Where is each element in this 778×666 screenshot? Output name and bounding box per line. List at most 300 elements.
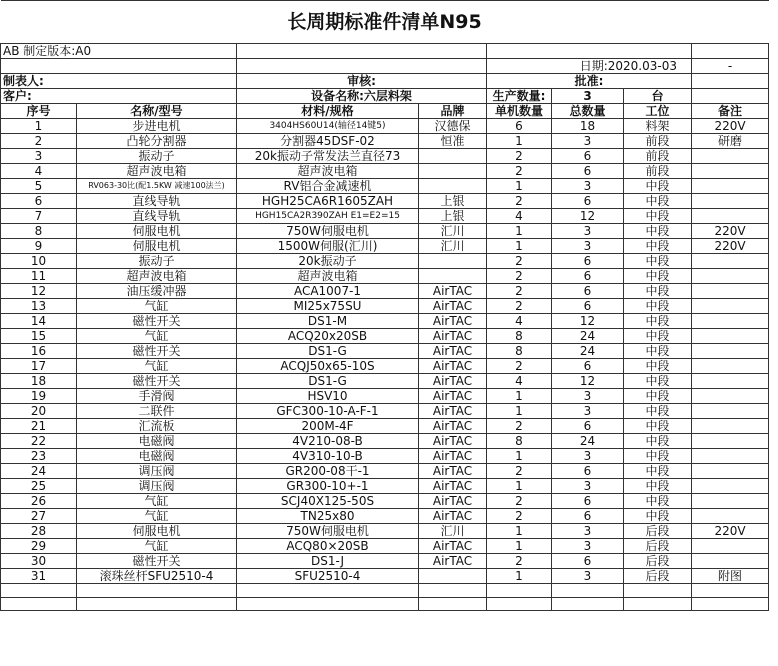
cell-total-qty[interactable]: 24 [552, 344, 624, 359]
cell-unit-qty[interactable]: 2 [487, 464, 552, 479]
cell-spec[interactable]: DS1-J [237, 554, 419, 569]
cell-total-qty[interactable]: 12 [552, 374, 624, 389]
cell-remark[interactable] [692, 539, 769, 554]
cell-total-qty[interactable]: 6 [552, 554, 624, 569]
cell-remark[interactable] [692, 149, 769, 164]
cell-remark[interactable] [692, 254, 769, 269]
cell-remark[interactable] [692, 179, 769, 194]
version-cell[interactable]: AB 制定版本:A0 [1, 44, 237, 59]
cell-total-qty[interactable]: 6 [552, 254, 624, 269]
table-row [1, 449, 769, 464]
cell-spec[interactable]: ACQ80×20SB [237, 539, 419, 554]
cell-total-qty[interactable]: 6 [552, 284, 624, 299]
cell-spec[interactable]: DS1-G [237, 374, 419, 389]
cell-remark[interactable] [692, 314, 769, 329]
cell-index[interactable]: 30 [1, 554, 77, 569]
cell-unit-qty[interactable]: 8 [487, 344, 552, 359]
cell-station[interactable]: 后段 [624, 569, 692, 584]
cell-remark[interactable] [692, 344, 769, 359]
cell-unit-qty[interactable]: 1 [487, 404, 552, 419]
cell-brand[interactable] [419, 164, 487, 179]
blank-cell[interactable] [237, 59, 487, 74]
cell-total-qty[interactable]: 18 [552, 119, 624, 134]
cell-remark[interactable]: 研磨 [692, 134, 769, 149]
cell-remark[interactable] [692, 404, 769, 419]
cell-station[interactable]: 中段 [624, 179, 692, 194]
cell-spec[interactable]: 20k振动子常发法兰直径73 [237, 149, 419, 164]
blank-cell[interactable] [692, 598, 769, 611]
cell-unit-qty[interactable]: 2 [487, 149, 552, 164]
cell-remark[interactable]: 附图 [692, 569, 769, 584]
cell-unit-qty[interactable]: 1 [487, 239, 552, 254]
header-name[interactable]: 名称/型号 [77, 104, 237, 119]
cell-index[interactable]: 15 [1, 329, 77, 344]
cell-unit-qty[interactable]: 1 [487, 479, 552, 494]
cell-name[interactable]: 气缸 [77, 359, 237, 374]
cell-unit-qty[interactable]: 1 [487, 179, 552, 194]
cell-remark[interactable] [692, 269, 769, 284]
cell-spec[interactable]: ACQJ50x65-10S [237, 359, 419, 374]
cell-name[interactable]: 直线导轨 [77, 194, 237, 209]
cell-spec[interactable]: SFU2510-4 [237, 569, 419, 584]
cell-spec[interactable]: GR300-10+-1 [237, 479, 419, 494]
cell-index[interactable]: 11 [1, 269, 77, 284]
cell-unit-qty[interactable]: 4 [487, 314, 552, 329]
cell-spec[interactable]: 3404HS60U14(轴径14键5) [237, 119, 419, 134]
cell-station[interactable]: 中段 [624, 209, 692, 224]
header-remark[interactable]: 备注 [692, 104, 769, 119]
dash-cell[interactable]: - [692, 59, 769, 74]
blank-cell[interactable] [487, 584, 552, 598]
cell-name[interactable]: 凸轮分割器 [77, 134, 237, 149]
cell-spec[interactable]: HGH25CA6R1605ZAH [237, 194, 419, 209]
cell-index[interactable]: 16 [1, 344, 77, 359]
cell-station[interactable]: 中段 [624, 389, 692, 404]
cell-remark[interactable]: 220V [692, 119, 769, 134]
cell-index[interactable]: 26 [1, 494, 77, 509]
cell-name[interactable]: 磁性开关 [77, 374, 237, 389]
cell-name[interactable]: 气缸 [77, 299, 237, 314]
header-index[interactable]: 序号 [1, 104, 77, 119]
cell-name[interactable]: 磁性开关 [77, 554, 237, 569]
cell-unit-qty[interactable]: 2 [487, 254, 552, 269]
cell-total-qty[interactable]: 6 [552, 149, 624, 164]
cell-brand[interactable]: 上银 [419, 194, 487, 209]
cell-index[interactable]: 3 [1, 149, 77, 164]
cell-remark[interactable]: 220V [692, 524, 769, 539]
cell-brand[interactable]: 汇川 [419, 224, 487, 239]
blank-cell[interactable] [487, 44, 692, 59]
blank-cell[interactable] [692, 44, 769, 59]
cell-station[interactable]: 中段 [624, 464, 692, 479]
cell-total-qty[interactable]: 6 [552, 509, 624, 524]
blank-cell[interactable] [692, 74, 769, 89]
cell-spec[interactable]: 超声波电箱 [237, 164, 419, 179]
blank-cell[interactable] [552, 598, 624, 611]
cell-spec[interactable]: GR200-08干-1 [237, 464, 419, 479]
review-label[interactable]: 审核: [237, 74, 487, 89]
cell-spec[interactable]: 分割器45DSF-02 [237, 134, 419, 149]
cell-unit-qty[interactable]: 1 [487, 134, 552, 149]
cell-station[interactable]: 前段 [624, 164, 692, 179]
cell-station[interactable]: 中段 [624, 479, 692, 494]
cell-remark[interactable] [692, 494, 769, 509]
cell-remark[interactable] [692, 209, 769, 224]
cell-brand[interactable]: AirTAC [419, 359, 487, 374]
cell-name[interactable]: 步进电机 [77, 119, 237, 134]
maker-label[interactable]: 制表人: [1, 74, 237, 89]
cell-remark[interactable] [692, 164, 769, 179]
cell-unit-qty[interactable]: 8 [487, 329, 552, 344]
cell-brand[interactable] [419, 254, 487, 269]
cell-name[interactable]: 磁性开关 [77, 314, 237, 329]
cell-total-qty[interactable]: 6 [552, 494, 624, 509]
cell-spec[interactable]: 4V310-10-B [237, 449, 419, 464]
cell-remark[interactable] [692, 509, 769, 524]
cell-brand[interactable] [419, 149, 487, 164]
cell-spec[interactable]: 超声波电箱 [237, 269, 419, 284]
cell-index[interactable]: 24 [1, 464, 77, 479]
cell-brand[interactable]: 恒准 [419, 134, 487, 149]
cell-total-qty[interactable]: 3 [552, 479, 624, 494]
cell-unit-qty[interactable]: 2 [487, 494, 552, 509]
cell-name[interactable]: 电磁阀 [77, 434, 237, 449]
table-row [1, 569, 769, 584]
cell-total-qty[interactable]: 3 [552, 449, 624, 464]
cell-total-qty[interactable]: 6 [552, 419, 624, 434]
cell-unit-qty[interactable]: 1 [487, 449, 552, 464]
header-unit-qty[interactable]: 单机数量 [487, 104, 552, 119]
empty-row [1, 598, 769, 611]
empty-row [1, 584, 769, 598]
cell-total-qty[interactable]: 3 [552, 224, 624, 239]
table-row [1, 344, 769, 359]
blank-cell[interactable] [692, 89, 769, 104]
cell-station[interactable]: 后段 [624, 539, 692, 554]
cell-station[interactable]: 中段 [624, 449, 692, 464]
cell-remark[interactable] [692, 434, 769, 449]
cell-index[interactable]: 25 [1, 479, 77, 494]
cell-spec[interactable]: DS1-G [237, 344, 419, 359]
cell-index[interactable]: 22 [1, 434, 77, 449]
cell-spec[interactable]: DS1-M [237, 314, 419, 329]
cell-name[interactable]: 伺服电机 [77, 524, 237, 539]
cell-brand[interactable]: 汇川 [419, 239, 487, 254]
cell-total-qty[interactable]: 12 [552, 209, 624, 224]
date-cell[interactable]: 日期:2020.03-03 [487, 59, 692, 74]
blank-cell[interactable] [77, 584, 237, 598]
cell-name[interactable]: 电磁阀 [77, 449, 237, 464]
cell-total-qty[interactable]: 3 [552, 134, 624, 149]
cell-total-qty[interactable]: 3 [552, 539, 624, 554]
cell-unit-qty[interactable]: 1 [487, 524, 552, 539]
cell-spec[interactable]: SCJ40X125-50S [237, 494, 419, 509]
cell-remark[interactable] [692, 464, 769, 479]
cell-index[interactable]: 2 [1, 134, 77, 149]
cell-brand[interactable]: AirTAC [419, 494, 487, 509]
cell-index[interactable]: 1 [1, 119, 77, 134]
cell-brand[interactable]: AirTAC [419, 329, 487, 344]
cell-name[interactable]: 手滑阀 [77, 389, 237, 404]
blank-cell[interactable] [1, 584, 77, 598]
cell-index[interactable]: 31 [1, 569, 77, 584]
cell-station[interactable]: 前段 [624, 149, 692, 164]
cell-brand[interactable]: AirTAC [419, 374, 487, 389]
cell-name[interactable]: 油压缓冲器 [77, 284, 237, 299]
cell-brand[interactable]: 汉德保 [419, 119, 487, 134]
cell-unit-qty[interactable]: 4 [487, 209, 552, 224]
cell-name[interactable]: 调压阀 [77, 479, 237, 494]
cell-index[interactable]: 13 [1, 299, 77, 314]
header-station[interactable]: 工位 [624, 104, 692, 119]
cell-name[interactable]: 二联件 [77, 404, 237, 419]
cell-unit-qty[interactable]: 2 [487, 194, 552, 209]
cell-station[interactable]: 中段 [624, 329, 692, 344]
cell-remark[interactable]: 220V [692, 224, 769, 239]
cell-remark[interactable] [692, 374, 769, 389]
cell-remark[interactable] [692, 299, 769, 314]
cell-name[interactable]: 超声波电箱 [77, 269, 237, 284]
cell-station[interactable]: 中段 [624, 224, 692, 239]
cell-name[interactable]: RV063-30比(配1.5KW 减速100法兰) [77, 179, 237, 194]
cell-spec[interactable]: GFC300-10-A-F-1 [237, 404, 419, 419]
table-row [1, 494, 769, 509]
cell-total-qty[interactable]: 6 [552, 359, 624, 374]
cell-name[interactable]: 气缸 [77, 329, 237, 344]
cell-unit-qty[interactable]: 1 [487, 389, 552, 404]
cell-brand[interactable]: 汇川 [419, 524, 487, 539]
customer-label[interactable]: 客户: [1, 89, 237, 104]
cell-station[interactable]: 中段 [624, 299, 692, 314]
cell-total-qty[interactable]: 6 [552, 269, 624, 284]
cell-remark[interactable] [692, 419, 769, 434]
cell-station[interactable]: 后段 [624, 554, 692, 569]
cell-brand[interactable]: AirTAC [419, 314, 487, 329]
blank-cell[interactable] [237, 598, 419, 611]
blank-cell[interactable] [237, 44, 487, 59]
cell-name[interactable]: 直线导轨 [77, 209, 237, 224]
cell-name[interactable]: 伺服电机 [77, 239, 237, 254]
qty-unit[interactable]: 台 [624, 89, 692, 104]
cell-unit-qty[interactable]: 2 [487, 269, 552, 284]
cell-unit-qty[interactable]: 2 [487, 509, 552, 524]
cell-index[interactable]: 6 [1, 194, 77, 209]
cell-brand[interactable]: AirTAC [419, 434, 487, 449]
cell-remark[interactable] [692, 479, 769, 494]
qty-label[interactable]: 生产数量: [487, 89, 552, 104]
cell-unit-qty[interactable]: 1 [487, 539, 552, 554]
cell-total-qty[interactable]: 24 [552, 329, 624, 344]
cell-index[interactable]: 12 [1, 284, 77, 299]
cell-spec[interactable]: RV铝合金减速机 [237, 179, 419, 194]
cell-unit-qty[interactable]: 1 [487, 569, 552, 584]
cell-index[interactable]: 8 [1, 224, 77, 239]
cell-total-qty[interactable]: 3 [552, 239, 624, 254]
cell-station[interactable]: 中段 [624, 434, 692, 449]
cell-spec[interactable]: ACQ20x20SB [237, 329, 419, 344]
cell-unit-qty[interactable]: 2 [487, 164, 552, 179]
cell-index[interactable]: 29 [1, 539, 77, 554]
cell-station[interactable]: 中段 [624, 509, 692, 524]
cell-station[interactable]: 中段 [624, 494, 692, 509]
cell-index[interactable]: 10 [1, 254, 77, 269]
cell-spec[interactable]: HGH15CA2R390ZAH E1=E2=15 [237, 209, 419, 224]
cell-brand[interactable]: AirTAC [419, 299, 487, 314]
cell-brand[interactable] [419, 179, 487, 194]
blank-cell[interactable] [237, 584, 419, 598]
table-row [1, 284, 769, 299]
cell-index[interactable]: 5 [1, 179, 77, 194]
cell-spec[interactable]: 4V210-08-B [237, 434, 419, 449]
cell-remark[interactable] [692, 284, 769, 299]
cell-remark[interactable] [692, 449, 769, 464]
cell-spec[interactable]: 20k振动子 [237, 254, 419, 269]
cell-brand[interactable] [419, 269, 487, 284]
cell-total-qty[interactable]: 6 [552, 194, 624, 209]
cell-unit-qty[interactable]: 2 [487, 299, 552, 314]
table-row [1, 164, 769, 179]
cell-name[interactable]: 调压阀 [77, 464, 237, 479]
cell-name[interactable]: 磁性开关 [77, 344, 237, 359]
cell-remark[interactable] [692, 554, 769, 569]
cell-station[interactable]: 中段 [624, 284, 692, 299]
cell-total-qty[interactable]: 3 [552, 569, 624, 584]
cell-station[interactable]: 中段 [624, 419, 692, 434]
cell-total-qty[interactable]: 24 [552, 434, 624, 449]
header-brand[interactable]: 品牌 [419, 104, 487, 119]
cell-brand[interactable]: AirTAC [419, 479, 487, 494]
cell-index[interactable]: 23 [1, 449, 77, 464]
cell-brand[interactable]: AirTAC [419, 509, 487, 524]
cell-remark[interactable] [692, 329, 769, 344]
cell-index[interactable]: 21 [1, 419, 77, 434]
cell-total-qty[interactable]: 3 [552, 404, 624, 419]
cell-brand[interactable] [419, 569, 487, 584]
cell-index[interactable]: 20 [1, 404, 77, 419]
cell-spec[interactable]: TN25x80 [237, 509, 419, 524]
cell-station[interactable]: 中段 [624, 254, 692, 269]
cell-station[interactable]: 中段 [624, 374, 692, 389]
header-spec[interactable]: 材料/规格 [237, 104, 419, 119]
cell-remark[interactable] [692, 359, 769, 374]
cell-brand[interactable]: AirTAC [419, 419, 487, 434]
cell-name[interactable]: 气缸 [77, 539, 237, 554]
cell-index[interactable]: 18 [1, 374, 77, 389]
equipment-label[interactable]: 设备名称:六层料架 [237, 89, 487, 104]
cell-name[interactable]: 伺服电机 [77, 224, 237, 239]
cell-spec[interactable]: 200M-4F [237, 419, 419, 434]
cell-total-qty[interactable]: 3 [552, 179, 624, 194]
cell-station[interactable]: 料架 [624, 119, 692, 134]
cell-name[interactable]: 滚珠丝杆SFU2510-4 [77, 569, 237, 584]
cell-station[interactable]: 中段 [624, 269, 692, 284]
cell-spec[interactable]: MI25x75SU [237, 299, 419, 314]
cell-brand[interactable]: AirTAC [419, 464, 487, 479]
cell-name[interactable]: 汇流板 [77, 419, 237, 434]
cell-brand[interactable]: 上银 [419, 209, 487, 224]
cell-name[interactable]: 振动子 [77, 149, 237, 164]
cell-name[interactable]: 气缸 [77, 494, 237, 509]
blank-cell[interactable] [1, 59, 237, 74]
cell-unit-qty[interactable]: 2 [487, 419, 552, 434]
blank-cell[interactable] [692, 584, 769, 598]
cell-station[interactable]: 中段 [624, 344, 692, 359]
table-row [1, 479, 769, 494]
cell-brand[interactable]: AirTAC [419, 284, 487, 299]
cell-name[interactable]: 超声波电箱 [77, 164, 237, 179]
cell-spec[interactable]: HSV10 [237, 389, 419, 404]
cell-unit-qty[interactable]: 2 [487, 359, 552, 374]
header-total-qty[interactable]: 总数量 [552, 104, 624, 119]
cell-remark[interactable] [692, 194, 769, 209]
cell-unit-qty[interactable]: 6 [487, 119, 552, 134]
cell-index[interactable]: 27 [1, 509, 77, 524]
cell-total-qty[interactable]: 6 [552, 299, 624, 314]
blank-cell[interactable] [419, 598, 487, 611]
cell-name[interactable]: 气缸 [77, 509, 237, 524]
cell-index[interactable]: 9 [1, 239, 77, 254]
cell-index[interactable]: 4 [1, 164, 77, 179]
cell-station[interactable]: 中段 [624, 239, 692, 254]
cell-index[interactable]: 14 [1, 314, 77, 329]
cell-spec[interactable]: 750W伺服电机 [237, 224, 419, 239]
cell-unit-qty[interactable]: 8 [487, 434, 552, 449]
qty-value[interactable]: 3 [552, 89, 624, 104]
blank-cell[interactable] [419, 584, 487, 598]
cell-spec[interactable]: 750W伺服电机 [237, 524, 419, 539]
blank-cell[interactable] [77, 598, 237, 611]
cell-total-qty[interactable]: 3 [552, 524, 624, 539]
cell-brand[interactable]: AirTAC [419, 389, 487, 404]
cell-station[interactable]: 中段 [624, 404, 692, 419]
cell-index[interactable]: 17 [1, 359, 77, 374]
cell-brand[interactable]: AirTAC [419, 554, 487, 569]
table-row [1, 194, 769, 209]
cell-unit-qty[interactable]: 2 [487, 284, 552, 299]
cell-unit-qty[interactable]: 1 [487, 224, 552, 239]
blank-cell[interactable] [624, 584, 692, 598]
cell-station[interactable]: 中段 [624, 194, 692, 209]
cell-unit-qty[interactable]: 4 [487, 374, 552, 389]
cell-name[interactable]: 振动子 [77, 254, 237, 269]
cell-remark[interactable]: 220V [692, 239, 769, 254]
cell-brand[interactable]: AirTAC [419, 344, 487, 359]
cell-station[interactable]: 中段 [624, 359, 692, 374]
cell-total-qty[interactable]: 6 [552, 164, 624, 179]
cell-station[interactable]: 后段 [624, 524, 692, 539]
cell-total-qty[interactable]: 6 [552, 464, 624, 479]
cell-total-qty[interactable]: 3 [552, 389, 624, 404]
blank-cell[interactable] [552, 584, 624, 598]
cell-index[interactable]: 19 [1, 389, 77, 404]
cell-brand[interactable]: AirTAC [419, 449, 487, 464]
blank-cell[interactable] [624, 598, 692, 611]
cell-brand[interactable]: AirTAC [419, 404, 487, 419]
cell-spec[interactable]: ACA1007-1 [237, 284, 419, 299]
cell-remark[interactable] [692, 389, 769, 404]
cell-total-qty[interactable]: 12 [552, 314, 624, 329]
blank-cell[interactable] [487, 598, 552, 611]
cell-unit-qty[interactable]: 2 [487, 554, 552, 569]
blank-cell[interactable] [1, 598, 77, 611]
cell-index[interactable]: 7 [1, 209, 77, 224]
approve-label[interactable]: 批准: [487, 74, 692, 89]
cell-station[interactable]: 前段 [624, 134, 692, 149]
cell-spec[interactable]: 1500W伺服(汇川) [237, 239, 419, 254]
cell-brand[interactable]: AirTAC [419, 539, 487, 554]
cell-index[interactable]: 28 [1, 524, 77, 539]
cell-station[interactable]: 中段 [624, 314, 692, 329]
